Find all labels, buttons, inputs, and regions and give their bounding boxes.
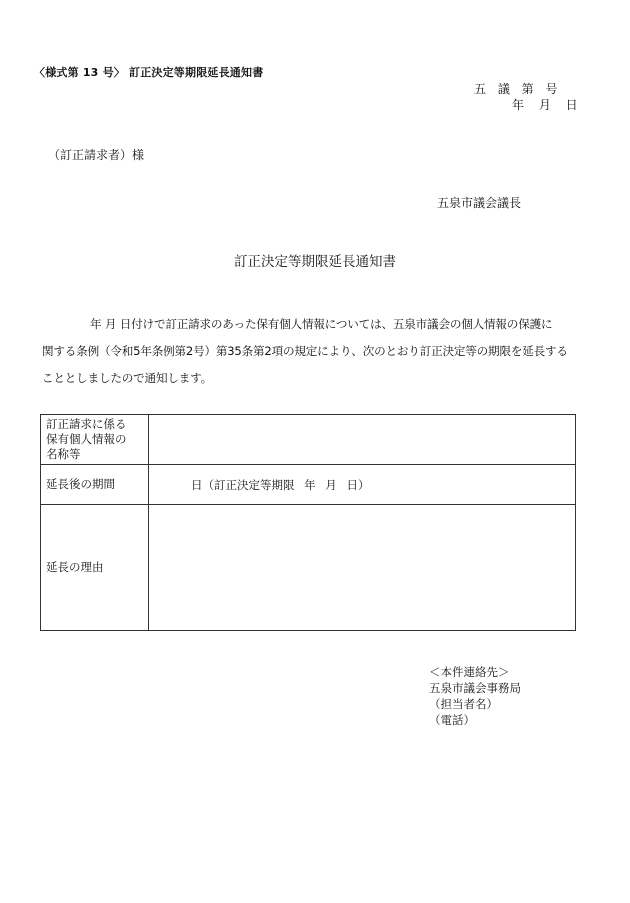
info-name-label-line2: 保有個人情報の [46,432,127,446]
contact-phone: （電話） [429,713,475,727]
document-number: 五 議 第 号 [474,82,559,96]
table-row [41,465,576,505]
document-title: 訂正決定等期限延長通知書 [234,254,396,270]
info-name-label-line3: 名称等 [46,447,81,461]
recipient: （訂正請求者）様 [48,148,145,162]
contact-header: ＜本件連絡先＞ [429,665,510,679]
info-name-label [41,415,149,465]
info-name-value [149,415,576,465]
contact-office: 五泉市議会事務局 [429,681,521,695]
info-table [40,414,576,631]
extended-period-value: 日（訂正決定等期限 年 月 日） [149,465,576,505]
extension-reason-value [149,505,576,631]
contact-block [429,664,521,728]
body-line-1: 年 月 日付けで訂正請求のあった保有個人情報については、五泉市議会の個人情報の保護に [90,317,553,331]
document-date: 年 月 日 [512,98,578,112]
body-text [42,311,582,392]
sender: 五泉市議会議長 [437,196,522,210]
contact-person: （担当者名） [429,697,498,711]
table-row [41,415,576,465]
form-number: 〈様式第 13 号〉 訂正決定等期限延長通知書 [34,66,264,79]
extended-period-label: 延長後の期間 [41,465,149,505]
body-line-3: こととしましたので通知します。 [42,371,212,385]
body-line-2: 関する条例（令和5年条例第2号）第35条第2項の規定により、次のとおり訂正決定等の期限を延長する [42,344,568,358]
info-name-label-line1: 訂正請求に係る [46,417,127,431]
table-row [41,505,576,631]
extension-reason-label: 延長の理由 [41,505,149,631]
